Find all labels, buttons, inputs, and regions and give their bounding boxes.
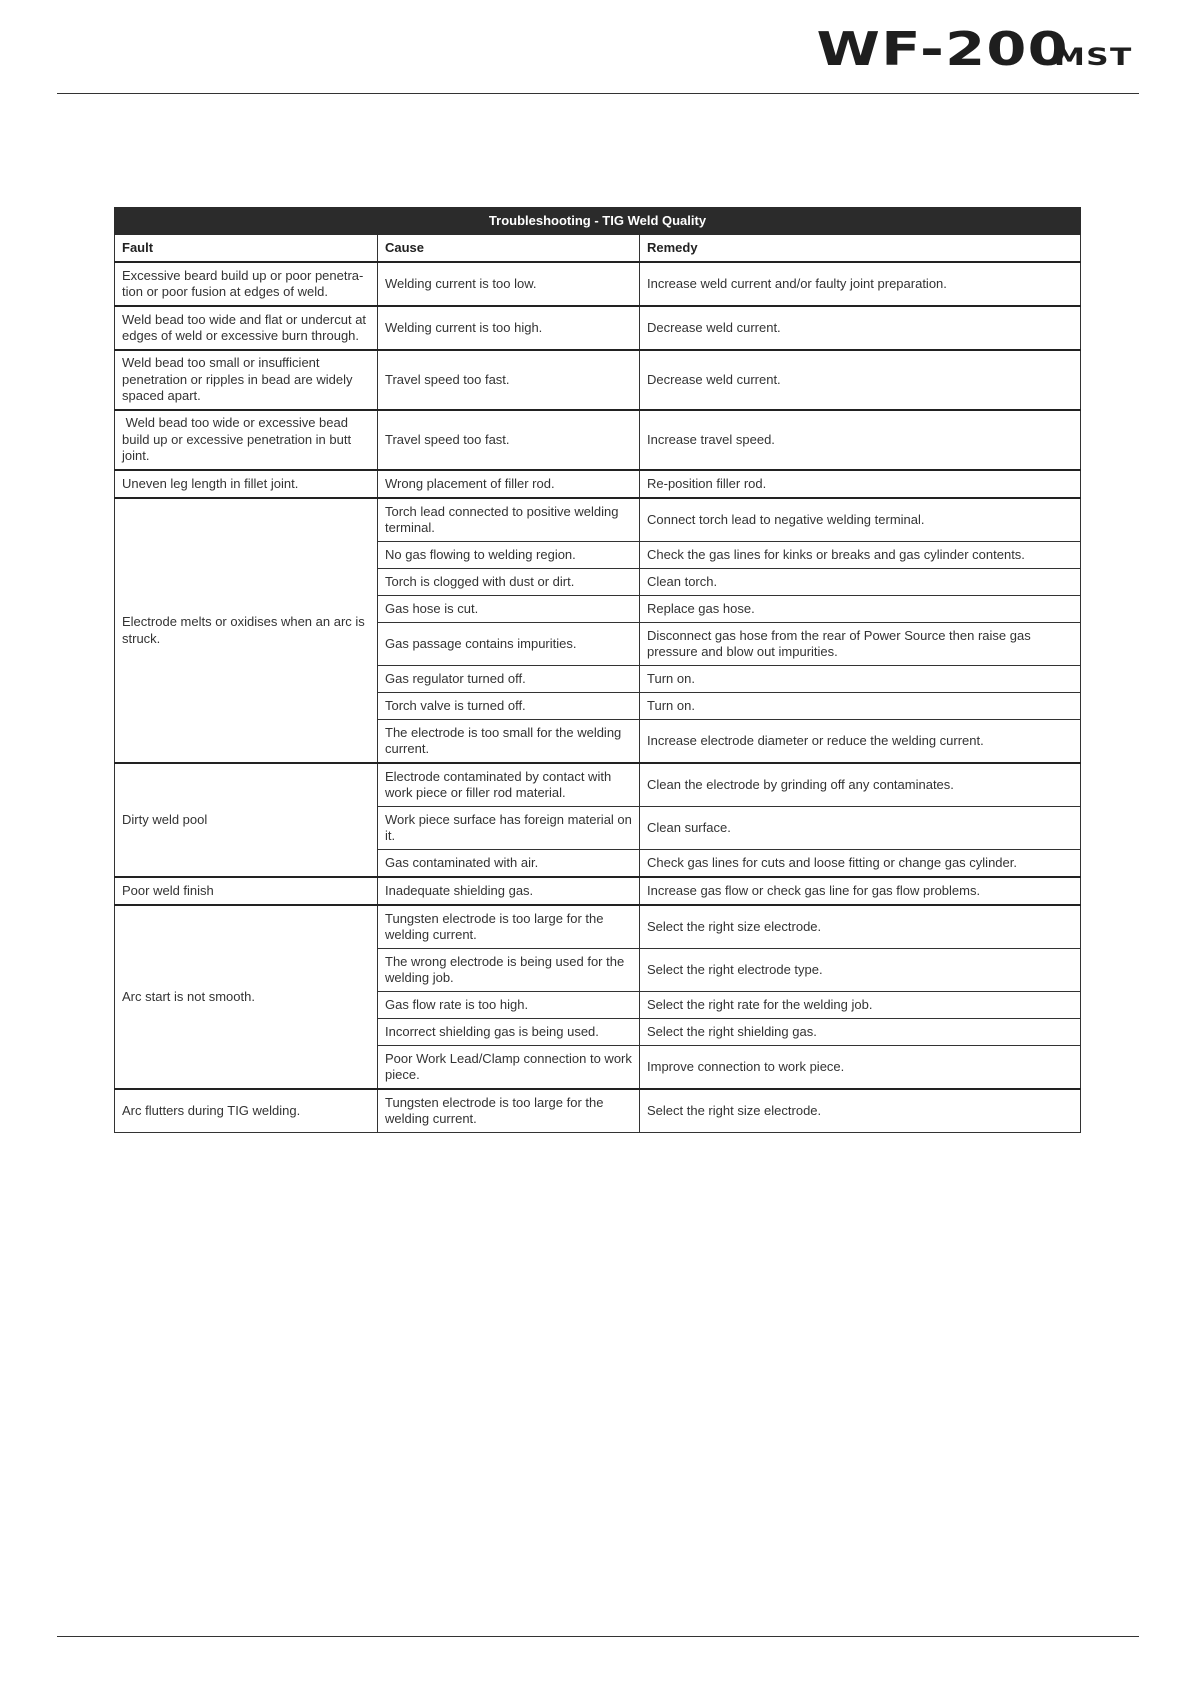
remedy-cell: Clean the electrode by grinding off any contaminates. (640, 763, 1081, 807)
cause-cell: Tungsten electrode is too large for the welding current. (378, 1089, 640, 1133)
remedy-cell: Increase weld current and/or faulty joint preparation. (640, 262, 1081, 306)
cause-cell: Torch lead connected to positive welding terminal. (378, 498, 640, 542)
cause-cell: Travel speed too fast. (378, 350, 640, 410)
fault-cell: Electrode melts or oxidises when an arc is struck. (115, 498, 378, 763)
remedy-cell: Disconnect gas hose from the rear of Power Source then raise gas pressure and blow out impurities. (640, 623, 1081, 666)
remedy-cell: Increase travel speed. (640, 410, 1081, 470)
fault-cell: Arc start is not smooth. (115, 905, 378, 1089)
table-row (115, 877, 1081, 905)
cause-cell: Poor Work Lead/Clamp connection to work piece. (378, 1046, 640, 1090)
table-row (115, 905, 1081, 949)
column-header-cause: Cause (378, 235, 640, 263)
cause-cell: Travel speed too fast. (378, 410, 640, 470)
column-header-remedy: Remedy (640, 235, 1081, 263)
cause-cell: Inadequate shielding gas. (378, 877, 640, 905)
remedy-cell: Select the right electrode type. (640, 949, 1081, 992)
remedy-cell: Connect torch lead to negative welding terminal. (640, 498, 1081, 542)
remedy-cell: Check gas lines for cuts and loose fitting or change gas cylinder. (640, 850, 1081, 878)
header-divider (57, 93, 1139, 94)
cause-cell: Gas hose is cut. (378, 596, 640, 623)
cause-cell: Torch valve is turned off. (378, 693, 640, 720)
fault-cell: Poor weld finish (115, 877, 378, 905)
footer-divider (57, 1636, 1139, 1637)
remedy-cell: Increase electrode diameter or reduce the welding current. (640, 720, 1081, 764)
remedy-cell: Select the right rate for the welding job. (640, 992, 1081, 1019)
table-row (115, 262, 1081, 306)
cause-cell: Electrode contaminated by contact with work piece or filler rod material. (378, 763, 640, 807)
fault-cell: Arc flutters during TIG welding. (115, 1089, 378, 1133)
remedy-cell: Improve connection to work piece. (640, 1046, 1081, 1090)
cause-cell: Torch is clogged with dust or dirt. (378, 569, 640, 596)
logo-suffix-text: MST (1054, 43, 1133, 71)
remedy-cell: Decrease weld current. (640, 350, 1081, 410)
remedy-cell: Select the right size electrode. (640, 1089, 1081, 1133)
remedy-cell: Decrease weld current. (640, 306, 1081, 350)
table-row (115, 410, 1081, 470)
fault-cell: Weld bead too wide and flat or undercut at edges of weld or excessive burn through. (115, 306, 378, 350)
cause-cell: Gas flow rate is too high. (378, 992, 640, 1019)
logo-model-text: WF-200 (816, 22, 1069, 76)
fault-cell: Weld bead too wide or excessive bead build up or excessive penetration in butt joint. (115, 410, 378, 470)
table-row (115, 1089, 1081, 1133)
table-row (115, 763, 1081, 807)
remedy-cell: Clean torch. (640, 569, 1081, 596)
table-row (115, 470, 1081, 498)
remedy-cell: Re-position filler rod. (640, 470, 1081, 498)
cause-cell: Welding current is too high. (378, 306, 640, 350)
cause-cell: Gas contaminated with air. (378, 850, 640, 878)
table-row (115, 306, 1081, 350)
cause-cell: The wrong electrode is being used for the welding job. (378, 949, 640, 992)
fault-cell: Excessive beard build up or poor penetra-tion or poor fusion at edges of weld. (115, 262, 378, 306)
remedy-cell: Replace gas hose. (640, 596, 1081, 623)
cause-cell: Work piece surface has foreign material on it. (378, 807, 640, 850)
remedy-cell: Turn on. (640, 666, 1081, 693)
remedy-cell: Clean surface. (640, 807, 1081, 850)
cause-cell: No gas flowing to welding region. (378, 542, 640, 569)
fault-cell: Dirty weld pool (115, 763, 378, 877)
remedy-cell: Select the right size electrode. (640, 905, 1081, 949)
table-row (115, 498, 1081, 542)
cause-cell: Wrong placement of filler rod. (378, 470, 640, 498)
remedy-cell: Increase gas flow or check gas line for gas flow problems. (640, 877, 1081, 905)
fault-cell: Uneven leg length in fillet joint. (115, 470, 378, 498)
cause-cell: Gas passage contains impurities. (378, 623, 640, 666)
cause-cell: Incorrect shielding gas is being used. (378, 1019, 640, 1046)
fault-cell: Weld bead too small or insufficient penetration or ripples in bead are widely spaced apart. (115, 350, 378, 410)
table-row (115, 350, 1081, 410)
table-title: Troubleshooting - TIG Weld Quality (115, 208, 1081, 235)
cause-cell: Gas regulator turned off. (378, 666, 640, 693)
remedy-cell: Check the gas lines for kinks or breaks and gas cylinder contents. (640, 542, 1081, 569)
remedy-cell: Select the right shielding gas. (640, 1019, 1081, 1046)
column-header-fault: Fault (115, 235, 378, 263)
troubleshooting-table (114, 207, 1081, 1133)
cause-cell: Welding current is too low. (378, 262, 640, 306)
product-logo (816, 22, 1133, 82)
cause-cell: The electrode is too small for the welding current. (378, 720, 640, 764)
cause-cell: Tungsten electrode is too large for the welding current. (378, 905, 640, 949)
remedy-cell: Turn on. (640, 693, 1081, 720)
